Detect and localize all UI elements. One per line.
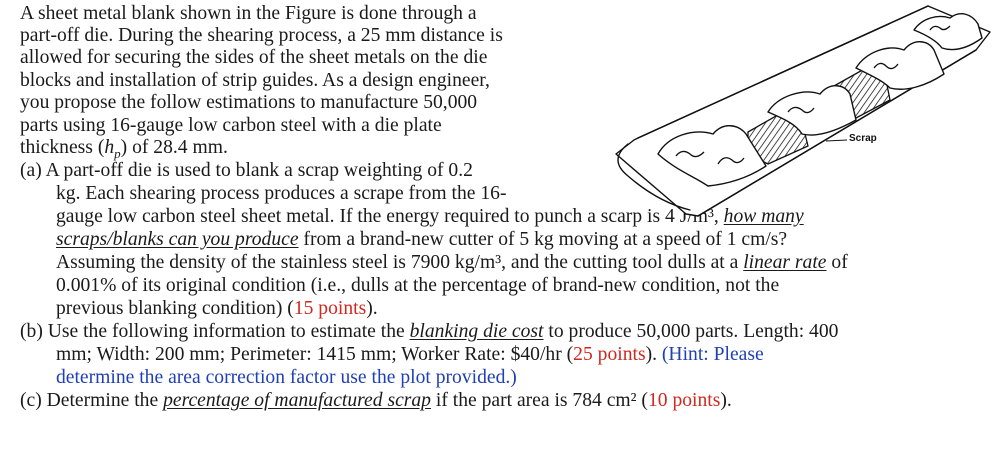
scrap-label: Scrap xyxy=(849,133,877,144)
part-a-line-6: 0.001% of its original condition (i.e., dulls at the percentage of brand-new condition, not the xyxy=(56,275,780,296)
part-b-text: ). xyxy=(645,344,662,365)
question-emphasis: blanking die cost xyxy=(409,321,544,342)
part-a-line-2: kg. Each shearing process produces a scrape from the 16- xyxy=(56,183,507,204)
hint-text: (Hint: Please xyxy=(661,344,764,365)
part-a-line-7 xyxy=(56,298,378,319)
part-c-text: (c) Determine the xyxy=(20,390,164,411)
part-a-text: Assuming the density of the stainless steel is 7900 kg/m³, and the cutting tool dulls at a xyxy=(56,252,744,273)
intro-text: thickness ( xyxy=(20,137,105,158)
sheet-metal-strip-figure xyxy=(598,4,993,220)
part-a-text: previous blanking condition) ( xyxy=(56,298,294,319)
intro-line-5: you propose the follow estimations to manufacture 50,000 xyxy=(20,92,478,113)
part-b-text: to produce 50,000 parts. Length: 400 xyxy=(543,321,839,342)
points-badge: 25 points xyxy=(573,344,646,365)
part-b-text: (b) Use the following information to estimate the xyxy=(20,321,410,342)
thickness-subscript: p xyxy=(114,145,121,161)
part-b-text: mm; Width: 200 mm; Perimeter: 1415 mm; Worker Rate: $40/hr ( xyxy=(56,344,574,365)
intro-line-2: part-off die. During the shearing process, a 25 mm distance is xyxy=(20,25,503,46)
part-b-line-1 xyxy=(20,321,838,342)
part-a-text: ). xyxy=(366,298,378,319)
question-emphasis: how many xyxy=(723,206,804,227)
part-a-text: from a brand-new cutter of 5 kg moving at a speed of 1 cm/s? xyxy=(298,229,788,250)
part-a-line-5 xyxy=(56,252,848,273)
intro-text: ) of 28.4 mm. xyxy=(120,137,228,158)
part-a-text: of xyxy=(826,252,848,273)
question-emphasis: linear rate xyxy=(743,252,827,273)
part-c-text: ). xyxy=(720,390,732,411)
intro-line-4: blocks and installation of strip guides. As a design engineer, xyxy=(20,70,490,91)
question-emphasis: scraps/blanks can you produce xyxy=(56,229,299,250)
part-b-line-2 xyxy=(56,344,764,365)
part-a-line-4 xyxy=(56,229,787,250)
thickness-var: h xyxy=(104,137,115,158)
part-c-text: if the part area is 784 cm² ( xyxy=(430,390,648,411)
points-badge: 10 points xyxy=(647,390,721,411)
part-a-text: gauge low carbon steel sheet metal. If the energy required to punch a scarp is 4 J/m³, xyxy=(56,206,724,227)
question-emphasis: percentage of manufactured scrap xyxy=(163,390,431,411)
intro-line-1: A sheet metal blank shown in the Figure is done through a xyxy=(20,3,477,24)
part-a-line-1: (a) A part-off die is used to blank a scrap weighting of 0.2 xyxy=(20,160,473,181)
intro-line-6: parts using 16-gauge low carbon steel with a die plate xyxy=(20,115,442,136)
scrap-leader-line xyxy=(826,140,847,141)
intro-line-3: allowed for securing the sides of the sheet metals on the die xyxy=(20,47,488,68)
part-c-line-1 xyxy=(20,390,732,411)
points-badge: 15 points xyxy=(293,298,367,319)
part-b-line-3: determine the area correction factor use the plot provided.) xyxy=(56,367,517,388)
